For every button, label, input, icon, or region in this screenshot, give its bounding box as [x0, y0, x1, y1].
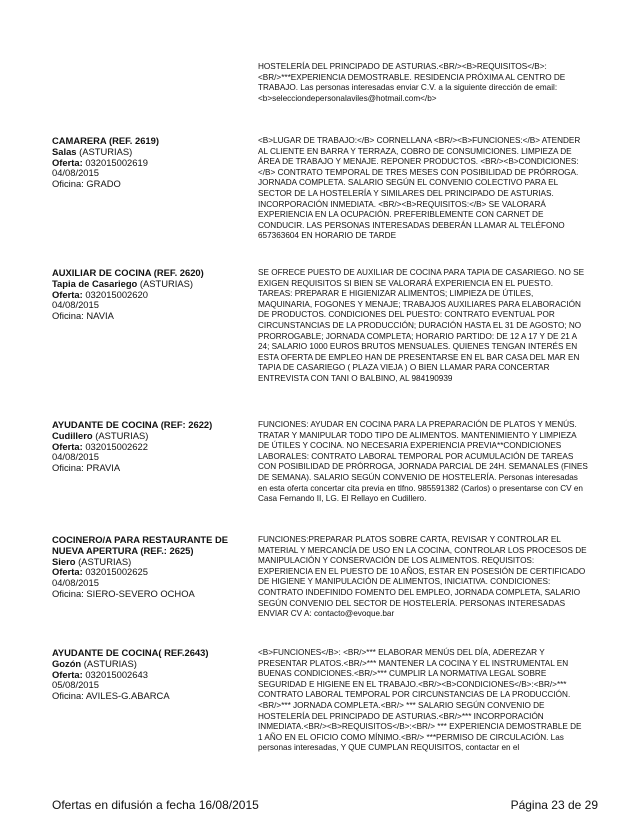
offer-office: Oficina: NAVIA — [52, 310, 114, 322]
offer-title: AYUDANTE DE COCINA (REF: 2622) — [52, 419, 213, 430]
footer-date: Ofertas en difusión a fecha 16/08/2015 — [52, 798, 259, 812]
offer-title: AUXILIAR DE COCINA (REF. 2620) — [52, 267, 204, 278]
offer-title: AYUDANTE DE COCINA( REF.2643) — [52, 647, 209, 658]
offer-office: Oficina: PRAVIA — [52, 462, 121, 474]
oferta-value: 032015002643 — [85, 668, 148, 680]
oferta-label: Oferta: — [52, 566, 83, 578]
offer-city: Cudillero — [52, 429, 93, 441]
offer-header — [52, 136, 252, 190]
oferta-value: 032015002622 — [85, 440, 148, 452]
oferta-label: Oferta: — [52, 288, 83, 300]
offer-office: Oficina: SIERO-SEVERO OCHOA — [52, 587, 195, 599]
offer-city: Salas — [52, 145, 77, 157]
offer-header — [52, 420, 252, 474]
oferta-label: Oferta: — [52, 668, 83, 680]
offer-city: Tapia de Casariego — [52, 277, 138, 289]
offer-description: <B>LUGAR DE TRABAJO:</B> CORNELLANA <BR/><B>FUNCIONES:</B> ATENDER AL CLIENTE EN BARRA Y TERRAZA, COBRO DE CONSUMICIONES. LIMPIEZA DE ÁREA DE TRABAJO Y MENAJE. REPONER PRODUCTOS. <BR/><B>CONDICIONES:</B> CONTRATO TEMPORAL DE TRES MESES CON POSIBILIDAD DE PRÓRROGA. JORNADA COMPLETA. SALARIO SEGÚN EL CONVENIO COLECTIVO PARA EL SECTOR DE LA HOSTELERÍA Y SIMILARES DEL PRINCIPADO DE ASTURIAS. INCORPORACIÓN INMEDIATA. <BR/><B>REQUISITOS:</B> SE VALORARÁ EXPERIENCIA EN LA OCUPACIÓN. PREFERIBLEMENTE CON CARNET DE CONDUCIR. LAS PERSONAS INTERESADAS DEBERÁN LLAMAR AL TELÉFONO 657363604 EN HORARIO DE TARDE — [258, 136, 581, 241]
offer-date: 05/08/2015 — [52, 679, 99, 691]
offer-header — [52, 648, 252, 702]
offer-region: (ASTURIAS) — [139, 277, 194, 289]
offer-region: (ASTURIAS) — [95, 429, 149, 441]
continued-offer-text: HOSTELERÍA DEL PRINCIPADO DE ASTURIAS.<BR/><B>REQUISITOS</B>: <BR/>***EXPERIENCIA DEMOSTRABLE. RESIDENCIA PRÓXIMA AL CENTRO DE TRABAJO. Las personas interesadas enviar C.V. a la siguiente dirección de email: <b>selecciondepersonalaviles@hotmail.com</b> — [258, 62, 566, 103]
offer-description: SE OFRECE PUESTO DE AUXILIAR DE COCINA PARA TAPIA DE CASARIEGO. NO SE EXIGEN REQUISITOS SI BIEN SE VALORARÁ EXPERIENCIA EN EL PUESTO. TAREAS: PREPARAR E HIGIENIZAR ALIMENTOS; LIMPIEZA DE ÚTILES, MAQUINARIA, FOGONES Y MENAJE; TRABAJOS AUXILIARES PARA ELABORACIÓN DE PRODUCTOS. CONDICIONES DEL PUESTO: CONTRATO EVENTUAL POR CIRCUNSTANCIAS DE LA PRODUCCIÓN; DURACIÓN HASTA EL 31 DE AGOSTO; NO PRORROGABLE; JORNADA COMPLETA; HORARIO PARTIDO: DE 12 A 17 Y DE 21 A 24; SALARIO 1000 EUROS BRUTOS MENSUALES. QUIENES TENGAN INTERÉS EN ESTA OFERTA DE EMPLEO HAN DE PRESENTARSE EN EL BAR CASA DEL MAR EN TAPIA DE CASARIEGO ( PLAZA VIEJA ) O BIEN LLAMAR PARA CONCERTAR ENTREVISTA CON TANI O BALBINO, AL 984190939 — [258, 268, 585, 383]
oferta-label: Oferta: — [52, 156, 83, 168]
offer-region: (ASTURIAS) — [78, 555, 132, 567]
offer-office: Oficina: AVILES-G.ABARCA — [52, 690, 170, 702]
offer-title: COCINERO/A PARA RESTAURANTE DE NUEVA APERTURA (REF.: 2625) — [52, 534, 229, 556]
offer-description: FUNCIONES: AYUDAR EN COCINA PARA LA PREPARACIÓN DE PLATOS Y MENÚS. TRATAR Y MANIPULAR TODO TIPO DE ALIMENTOS. MANTENIMIENTO Y LIMPIEZA DE ÚTILES Y COCINA. NO NECESARIA EXPERIENCIA PREVIA**CONDICIONES LABORALES: CONTRATO LABORAL TEMPORAL POR ACUMULACIÓN DE TAREAS CON POSIBILIDAD DE PRÓRROGA, JORNADA PARCIAL DE 24H. SEMANALES (FINES DE SEMANA). SALARIO SEGÚN CONVENIO DE HOSTELERÍA. Personas interesadas en esta oferta concertar cita previa en tlfno. 985591382 (Carlos) o presentarse con CV en Casa Fernando II, LG. El Rellayo en Cudillero. — [258, 420, 588, 504]
offer-header — [52, 535, 252, 600]
offer-office: Oficina: GRADO — [52, 178, 121, 190]
offer-date: 04/08/2015 — [52, 299, 99, 311]
offer-header — [52, 268, 252, 322]
offer-city: Gozón — [52, 657, 82, 669]
oferta-label: Oferta: — [52, 440, 83, 452]
offer-region: (ASTURIAS) — [79, 145, 133, 157]
oferta-value: 032015002625 — [85, 566, 148, 578]
oferta-value: 032015002620 — [85, 288, 148, 300]
offer-description: <B>FUNCIONES</B>: <BR/>*** ELABORAR MENÚS DEL DÍA, ADEREZAR Y PRESENTAR PLATOS.<BR/>*** MANTENER LA COCINA Y EL INSTRUMENTAL EN BUENAS CONDICIONES.<BR/>*** CUMPLIR LA NORMATIVA LEGAL SOBRE SEGURIDAD E HIGIENE EN EL TRABAJO.<BR/><B>CONDICIONES</B>:<BR/>*** CONTRATO LABORAL TEMPORAL POR CIRCUNSTANCIAS DE LA PRODUCCIÓN.<BR/>*** JORNADA COMPLETA.<BR/> *** SALARIO SEGÚN CONVENIO DE HOSTELERÍA DEL PRINCIPADO DE ASTURIAS.<BR/>*** INCORPORACIÓN INMEDIATA.<BR/><B>REQUISITOS</B>:<BR/> *** EXPERIENCIA DEMOSTRABLE DE 1 AÑO EN EL OFICIO COMO MÍNIMO.<BR/> ***PERMISO DE CIRCULACIÓN. Las personas interesadas, Y QUE CUMPLAN REQUISITOS, contactar en el — [258, 648, 582, 753]
offer-date: 04/08/2015 — [52, 167, 99, 179]
offer-date: 04/08/2015 — [52, 451, 99, 463]
offer-city: Siero — [52, 555, 76, 567]
offer-title: CAMARERA (REF. 2619) — [52, 135, 159, 146]
offer-date: 04/08/2015 — [52, 577, 99, 589]
offer-description: FUNCIONES:PREPARAR PLATOS SOBRE CARTA, REVISAR Y CONTROLAR EL MATERIAL Y MERCANCÍA DE USO EN LA COCINA, CONTROLAR LOS PROCESOS DE MANIPULACIÓN Y CONSERVACIÓN DE LOS ALIMENTOS. REQUISITOS: EXPERIENCIA EN EL PUESTO DE 10 AÑOS, ESTAR EN POSESIÓN DE CERTIFICADO DE HIGIENE Y MANIPULACIÓN DE ALIMENTOS, INICIATIVA. CONDICIONES: CONTRATO INDEFINIDO FOMENTO DEL EMPLEO, JORNADA COMPLETA, SALARIO SEGÚN CONVENIO DEL SECTOR DE HOSTELERÍA. PERSONAS INTERESADAS ENVIAR CV A: contacto@evoque.bar — [258, 535, 587, 619]
footer-page-number: Página 23 de 29 — [510, 798, 598, 812]
oferta-value: 032015002619 — [85, 156, 148, 168]
offer-region: (ASTURIAS) — [83, 657, 137, 669]
